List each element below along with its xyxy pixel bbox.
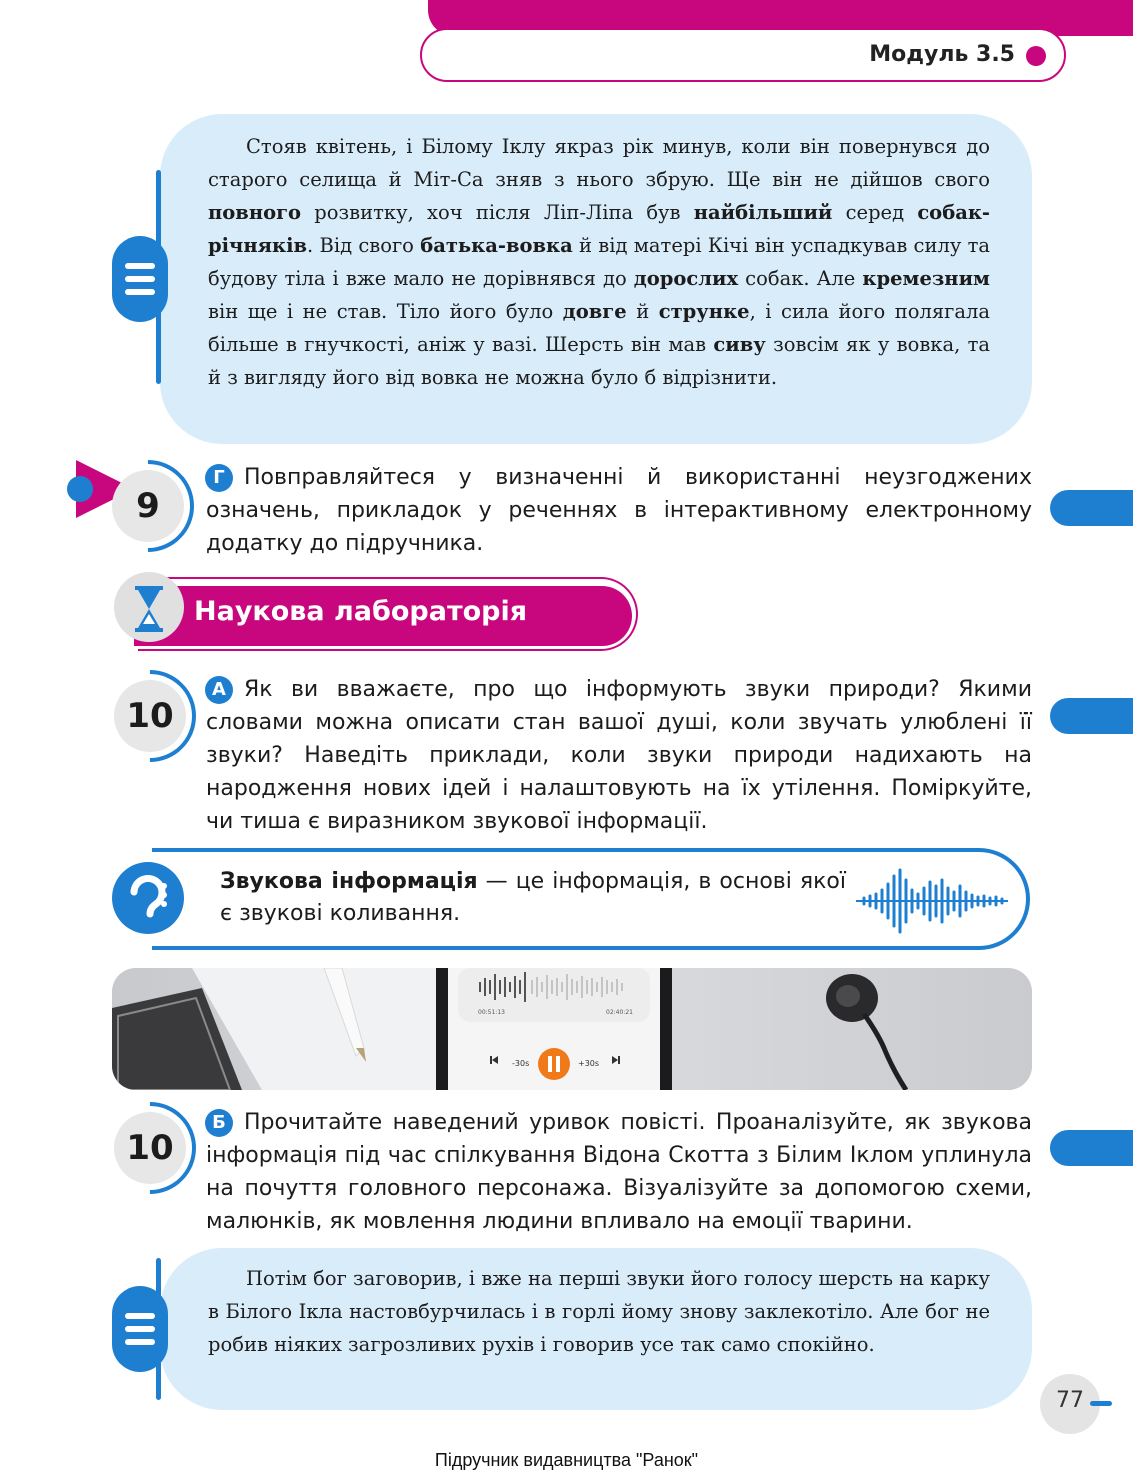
excerpt-bold-word: дорослих (633, 267, 739, 290)
excerpt-bold-word: найбільший (693, 201, 833, 224)
excerpt-bold-word: кремезним (862, 267, 990, 290)
hourglass-icon (132, 586, 166, 632)
excerpt-text-run: й (626, 300, 659, 323)
player-forward-label: +30s (578, 1059, 600, 1068)
text-excerpt-icon (112, 236, 168, 322)
excerpt-text-run: , і сила його полягала більше в гнучкості, аніж у вазі. Шерсть він мав (208, 300, 990, 356)
task-10a-text: Як ви вважаєте, про що інформують звуки природи? Якими словами можна описати стан вашої душі, коли звучать улюблені її звуки? Наведіть приклади, коли звуки природи надихають на народження нових ідей і налаштовують на їх утілення. Поміркуйте, чи тиша є виразником звукової інформації. (206, 677, 1032, 834)
excerpt-text-run: собак. Але (738, 267, 863, 290)
task-10b-number: 10 (126, 1128, 174, 1168)
excerpt-text-run: розвитку, хоч після Ліп-Ліпа був (301, 201, 694, 224)
task-9-text: Повправляйтеся у визначенні й використанні неузгоджених означень, прикладок у реченнях в інтерактивному електронному додатку до підручника. (206, 465, 1032, 556)
question-icon (112, 862, 184, 934)
excerpt-bold-word: повного (208, 201, 302, 224)
player-time-left: 00:51:13 (478, 1009, 505, 1016)
excerpt-bold-word: довге (562, 300, 627, 323)
excerpt-text-run: . Від свого (307, 234, 421, 257)
sound-wave-icon (856, 868, 1008, 934)
excerpt-bold-word: струнке (658, 300, 750, 323)
task-9-number: 9 (136, 486, 160, 526)
footer-publisher: Підручник видавництва "Ранок" (434, 1450, 699, 1470)
excerpt-bold-word: сиву (713, 333, 766, 356)
excerpt-text-run: серед (832, 201, 918, 224)
definition-term: Звукова інформація (220, 869, 478, 894)
photo-strip (112, 968, 1032, 1090)
task-10b-letter-badge: Б (205, 1109, 233, 1137)
task-10a-letter-badge: А (205, 676, 233, 704)
player-time-right: 02:40:21 (606, 1009, 633, 1016)
excerpt-bold-word: собак-річняків (208, 201, 991, 257)
text-excerpt-icon (112, 1286, 168, 1372)
right-margin-tab (1050, 1130, 1133, 1166)
definition-text: Звукова інформація — це інформація, в основі якої є звукові коливання. (220, 869, 846, 926)
excerpt-bold-word: батька-вовка (420, 234, 573, 257)
excerpt-text-run: він ще і не став. Тіло його було (208, 300, 563, 323)
excerpt-text-2: Потім бог заговорив, і вже на перші звуки його голосу шерсть на карку в Білого Ікла настовбурчилась і в горлі йому знову заклекотіло. Але бог не робив ніяких загрозливих рухів і говорив усе так само спокійно. (208, 1267, 990, 1356)
task-10a-number: 10 (126, 696, 174, 736)
excerpt-text-run: зовсім як у вовка, та й з вигляду його від вовка не можна було б відрізнити. (208, 333, 991, 389)
page-number: 77 (1056, 1388, 1084, 1413)
task-10b-text: Прочитайте наведений уривок повісті. Проаналізуйте, як звукова інформація під час спілкування Відона Скотта з Білим Іклом уплинула на почуття головного персонажа. Візуалізуйте за допомогою схеми, малюнків, як мовлення людини впливало на емоції тварини. (206, 1110, 1032, 1234)
right-margin-tab (1050, 490, 1133, 526)
excerpt-text-1 (208, 130, 990, 394)
excerpt-text-run: Стояв квітень, і Білому Іклу якраз рік минув, коли він повернувся до старого селища й Міт-Са зняв з нього збрую. Ще він не дійшов свого (208, 135, 990, 191)
right-margin-tab (1050, 698, 1133, 734)
pause-button (538, 1048, 570, 1080)
task-9-letter-badge: Г (205, 464, 233, 492)
module-dot-icon (1026, 46, 1046, 66)
section-title: Наукова лабораторія (194, 596, 528, 627)
player-back-label: -30s (512, 1059, 530, 1068)
phone-recorder-photo (112, 968, 1032, 1090)
module-label: Модуль 3.5 (869, 42, 1015, 67)
page-number-dash (1090, 1401, 1112, 1406)
excerpt-text-run: й від матері Кічі він успадкував силу та будову тіла і вже мало не дорівнявся до (208, 234, 990, 290)
